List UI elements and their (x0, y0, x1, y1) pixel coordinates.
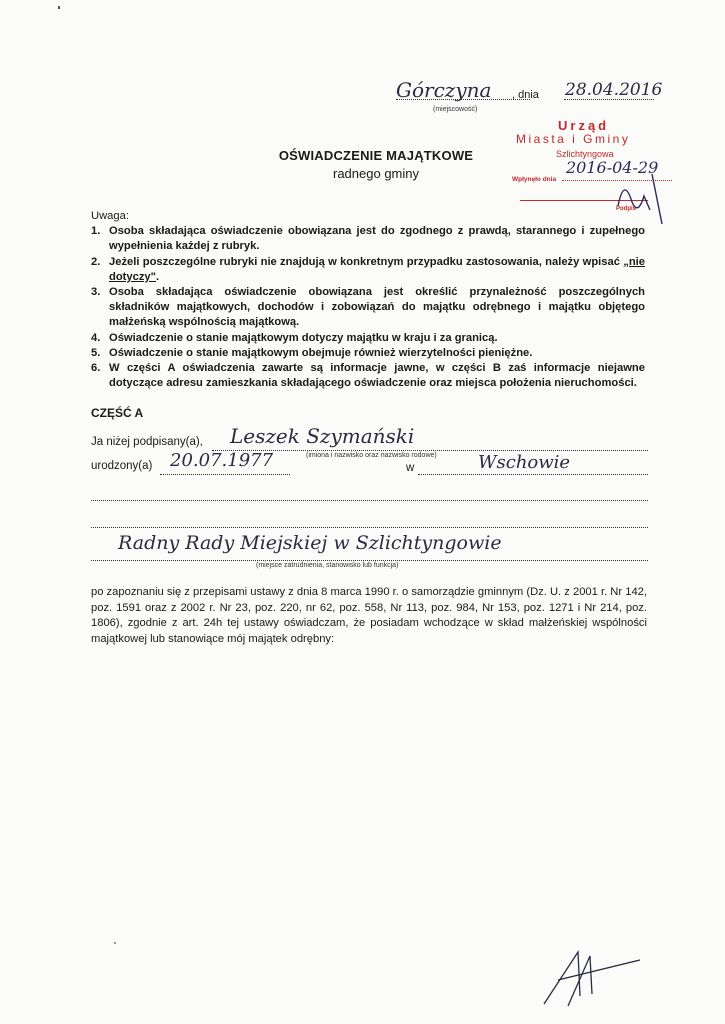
name-handwritten: Leszek Szymański (230, 424, 415, 448)
birth-date-handwritten: 20.07.1977 (170, 450, 274, 471)
note-quote: „nie dotyczy" (109, 255, 645, 283)
notes-heading: Uwaga: (91, 210, 129, 222)
note-text: Jeżeli poszczególne rubryki nie znajdują w konkretnym przypadku zastosowania, należy wpisać „nie dotyczy". (109, 255, 645, 283)
place-dotted-line (396, 99, 530, 100)
employment-handwritten: Radny Rady Miejskiej w Szlichtyngowie (118, 532, 502, 554)
signature-mark (538, 946, 648, 1010)
date-dotted-line (564, 99, 654, 100)
note-number: 5. (91, 346, 101, 359)
note-number: 2. (91, 255, 101, 268)
stamp-line-3: Szlichtyngowa (556, 149, 614, 159)
stamp-received-label: Wpłynęło dnia (512, 176, 557, 183)
note-item (91, 285, 645, 331)
name-dotted-line (212, 450, 648, 451)
note-text: W części A oświadczenia zawarte są informacje jawne, w części B zaś informacje niejawne dotyczące adresu zamieszkania składającego oświadczenie oraz miejsca położenia nieruchomości. (109, 362, 645, 390)
birth-place-dotted-line (418, 474, 648, 475)
document-title: OŚWIADCZENIE MAJĄTKOWE (278, 148, 474, 163)
stamp-line-2: Miasta i Gminy (516, 132, 631, 146)
blank-dotted-line-2 (91, 527, 648, 528)
name-caption: (imiona i nazwisko oraz nazwisko rodowe) (306, 452, 437, 459)
note-number: 3. (91, 286, 101, 299)
birth-date-dotted-line (160, 474, 290, 475)
part-a-heading: CZĘŚĆ A (91, 406, 144, 420)
in-label: w (406, 462, 415, 474)
scan-speck (58, 6, 60, 9)
note-text: Osoba składająca oświadczenie obowiązana jest określić przynależność poszczególnych składników majątkowych, dochodów i zobowiązań do majątku odrębnego i majątku objętego małżeńską wspólnością majątkową. (109, 286, 645, 329)
note-item (91, 346, 645, 361)
signed-label: Ja niżej podpisany(a), (91, 436, 203, 448)
note-text: Osoba składająca oświadczenie obowiązana jest do zgodnego z prawdą, starannego i zupełnego wypełnienia każdej z rubryk. (109, 225, 645, 253)
born-label: urodzony(a) (91, 460, 153, 472)
note-item (91, 361, 645, 391)
date-label: , dnia (512, 89, 539, 101)
scan-speck (114, 942, 116, 944)
employment-dotted-line (91, 560, 648, 561)
birth-place-handwritten: Wschowie (478, 452, 571, 473)
stamp-line-1: Urząd (558, 118, 610, 133)
note-text: Oświadczenie o stanie majątkowym dotyczy majątku w kraju i za granicą. (109, 331, 498, 344)
stamp-signature-label: Podpis (616, 206, 637, 212)
employment-caption: (miejsce zatrudnienia, stanowisko lub funkcja) (256, 562, 399, 569)
note-number: 4. (91, 331, 101, 344)
registry-stamp (506, 118, 716, 218)
note-item (91, 224, 645, 254)
stamp-received-date: 2016-04-29 (566, 158, 659, 177)
place-handwritten: Górczyna (396, 78, 492, 102)
note-number: 6. (91, 362, 101, 375)
notes-section (91, 209, 645, 391)
document-subtitle: radnego gminy (333, 166, 419, 181)
note-text: Oświadczenie o stanie majątkowym obejmuje również wierzytelności pieniężne. (109, 346, 533, 359)
note-item (91, 331, 645, 346)
statement-text: po zapoznaniu się z przepisami ustawy z dnia 8 marca 1990 r. o samorządzie gminnym (Dz. U. z 2001 r. Nr 142, poz. 1591 oraz z 2002 r. Nr 23, poz. 220, nr 62, poz. 558, Nr 113, poz. 984, Nr 153, poz. 1271 i Nr 214, poz. 1806), zgodnie z art. 24h tej ustawy oświadczam, że posiadam wchodzące w skład małżeńskiej wspólności majątkowej lub stanowiące mój majątek odrębny: (91, 586, 647, 645)
date-handwritten: 28.04.2016 (565, 80, 663, 100)
blank-dotted-line-1 (91, 500, 648, 501)
note-item (91, 255, 645, 285)
place-caption: (miejscowość) (433, 106, 478, 113)
note-number: 1. (91, 225, 101, 238)
